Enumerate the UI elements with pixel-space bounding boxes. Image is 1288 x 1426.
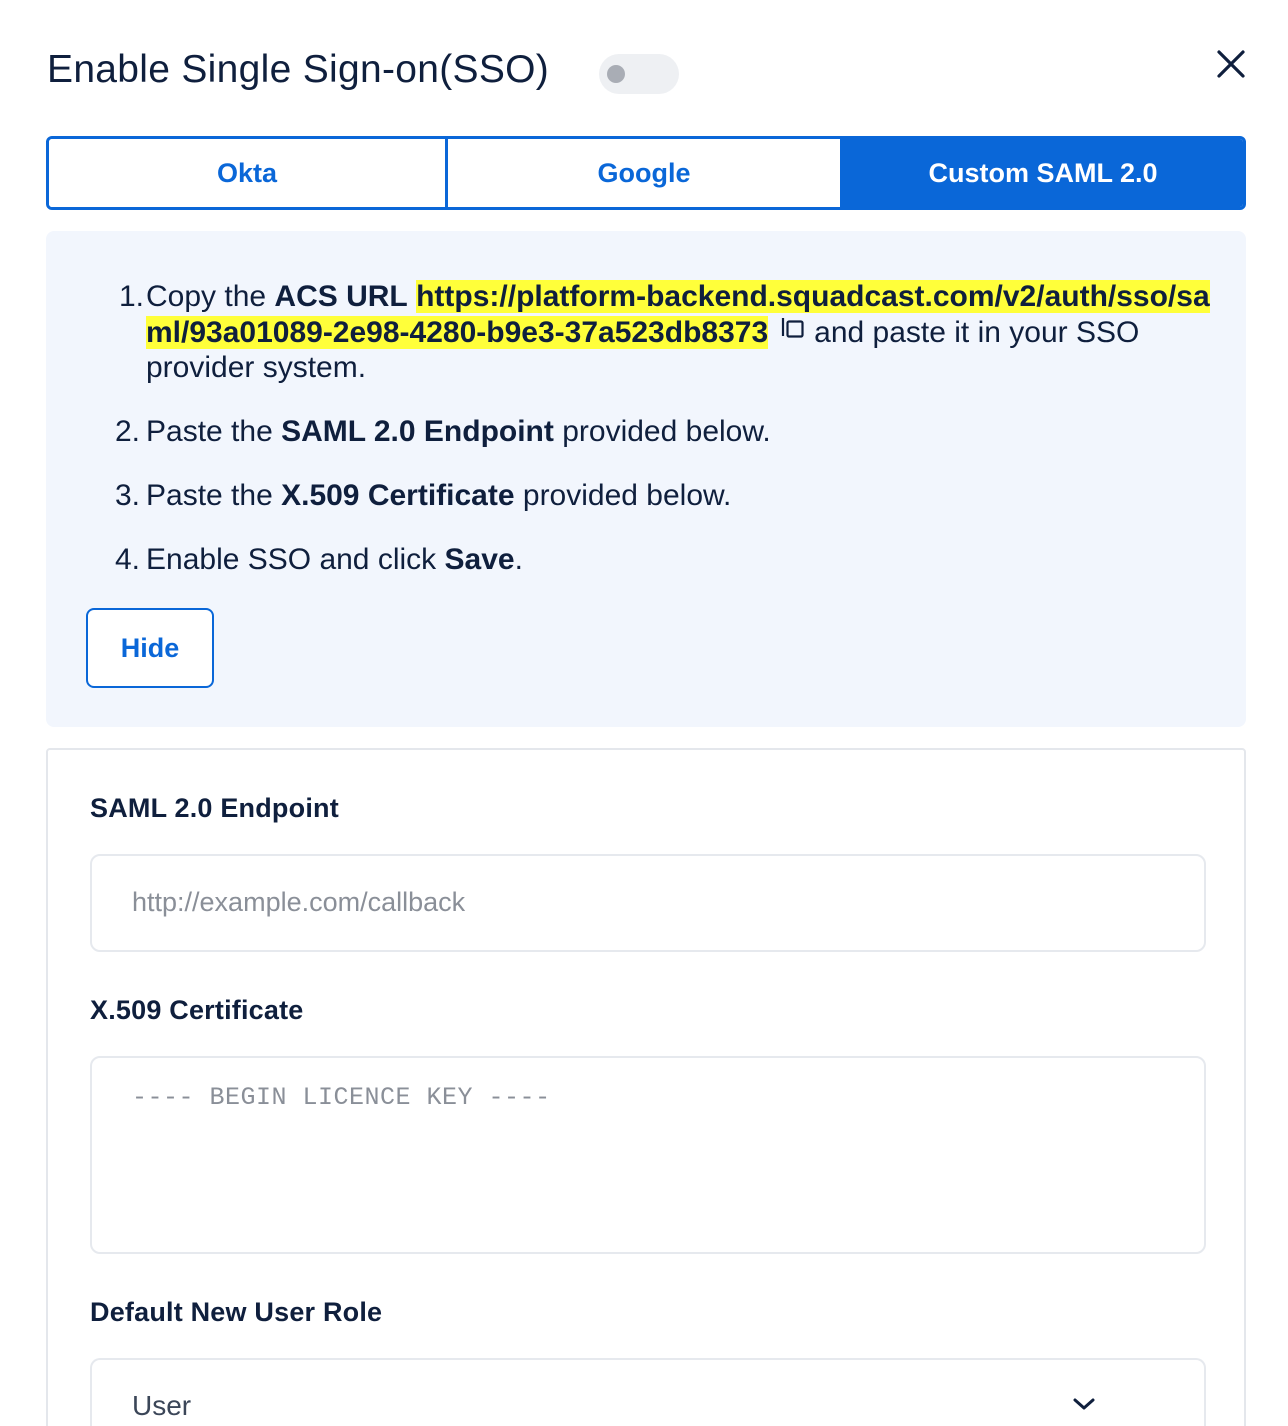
sso-form: [46, 748, 1246, 1426]
instruction-step-4: [110, 542, 1224, 577]
endpoint-placeholder: http://example.com/callback: [132, 887, 466, 917]
tab-google[interactable]: Google: [448, 139, 843, 207]
step-text: Enable SSO and click: [146, 543, 445, 576]
close-icon[interactable]: [1213, 46, 1249, 82]
modal-header: [47, 46, 1248, 102]
step-number: 3.: [114, 479, 140, 512]
step-bold-text: ACS URL: [274, 280, 408, 313]
certificate-placeholder: ---- BEGIN LICENCE KEY ----: [132, 1083, 551, 1112]
role-selected-value: User: [132, 1390, 192, 1421]
step-text: .: [514, 543, 523, 576]
instruction-step-1: [110, 279, 1224, 385]
step-bold-text: X.509 Certificate: [281, 479, 515, 512]
step-text: Paste the: [146, 479, 282, 512]
instructions-list: [110, 279, 1224, 577]
step-bold-text: SAML 2.0 Endpoint: [281, 415, 554, 448]
provider-tabs: [46, 136, 1246, 210]
copy-icon[interactable]: [780, 314, 806, 344]
tab-custom-saml[interactable]: Custom SAML 2.0: [843, 139, 1243, 207]
chevron-down-icon: [1072, 1396, 1096, 1412]
step-bold-text: Save: [444, 543, 515, 576]
instructions-panel: [46, 231, 1246, 727]
step-text: Paste the: [146, 415, 282, 448]
step-number: 4.: [114, 543, 140, 576]
step-text: Copy the: [146, 280, 275, 313]
role-label: Default New User Role: [90, 1297, 383, 1327]
step-number: 1.: [118, 280, 144, 313]
endpoint-label: SAML 2.0 Endpoint: [90, 793, 339, 823]
sso-toggle[interactable]: [599, 54, 679, 94]
certificate-label: X.509 Certificate: [90, 995, 304, 1025]
role-select[interactable]: [90, 1358, 1206, 1426]
saml-endpoint-input[interactable]: [90, 854, 1206, 952]
instruction-step-2: [110, 414, 1224, 449]
tab-okta[interactable]: Okta: [49, 139, 448, 207]
step-text: and paste it in your SSO provider system.: [146, 316, 1140, 384]
toggle-knob: [607, 65, 625, 83]
step-text: provided below.: [514, 479, 732, 512]
certificate-textarea[interactable]: [90, 1056, 1206, 1254]
hide-button[interactable]: Hide: [86, 608, 214, 688]
step-number: 2.: [114, 415, 140, 448]
instruction-step-3: [110, 478, 1224, 513]
step-text: provided below.: [553, 415, 771, 448]
acs-url[interactable]: https://platform-backend.squadcast.com/v2/auth/sso/saml/93a01089-2e98-4280-b9e3-37a523db8373: [146, 280, 1210, 349]
modal-title: Enable Single Sign-on(SSO): [47, 48, 550, 91]
